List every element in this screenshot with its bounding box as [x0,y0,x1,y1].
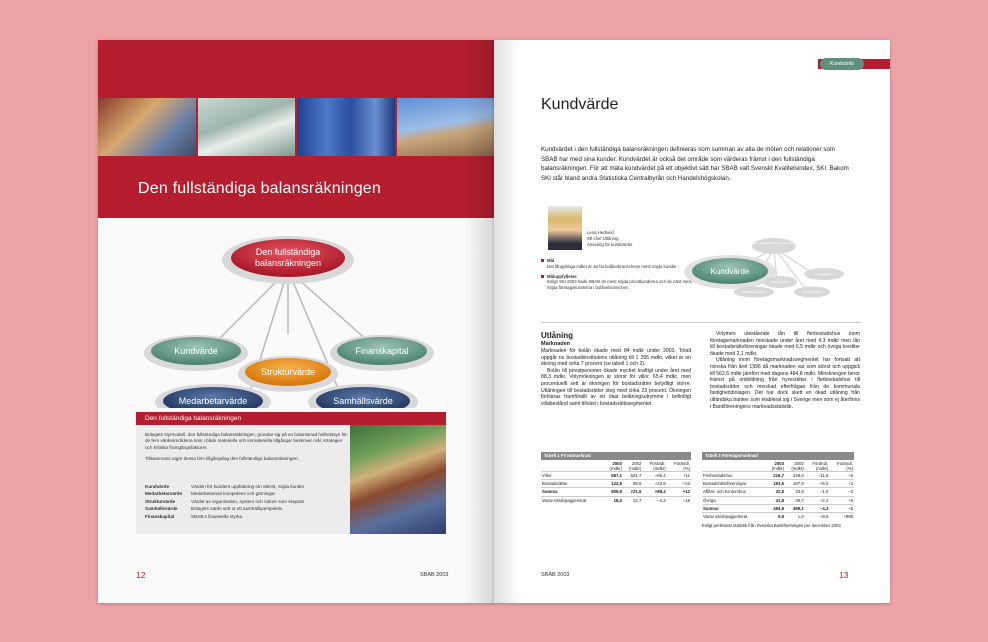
left-page [98,40,494,603]
table-cell: 809,9 [611,489,622,495]
table-row [702,504,854,512]
paragraph: Volymen utestående lån till flerbostadshus inom företagsmarknaden minskade under året med 4,3 mdkr men lån till bostadsrättsföreningar ökade med 6,5 mdkr och övriga krediter ökade med 2,1 mdkr. [710,331,860,357]
table-cell: –1,0 [819,489,829,495]
table-header-cell: Förändr. (%) [673,461,690,471]
table-row [702,488,854,496]
list-desc: Värden för kunders uppfattning om SBAB, nöjda kunder [191,484,305,489]
table-cell: –4,3 [819,505,829,511]
table-cell: 484,8 [773,505,785,511]
mini-balance-diagram [682,228,860,298]
table-row [702,513,854,521]
table-cell: +5 [848,497,853,503]
table-cell: Bostadsrätter [542,481,568,487]
list-term: Strukturvärde [145,498,176,504]
table-cell: +3 [848,481,853,487]
section-divider [541,322,861,323]
text-column-2 [710,331,860,410]
value-list [145,483,355,520]
data-table [541,460,691,504]
table-cell: Övriga [703,497,716,503]
table-cell: Bostadsrättsföreningar [703,481,747,487]
data-table [702,460,854,520]
table-header-cell: 2002 (mdkr) [628,461,642,471]
table-title: Tabell 2 Företagsmarknad [702,452,854,460]
table-header-cell [541,460,604,472]
right-page-title: Kundvärde [541,96,619,113]
list-item [541,274,701,291]
table-private-market [541,452,691,504]
table-cell: +890 [843,514,853,520]
info-box [136,412,446,534]
list-item [145,490,355,497]
portrait-caption [587,230,632,248]
mini-node-label: Samhällsvärde [802,290,822,294]
table-header-cell: 2003 (mdkr) [609,461,622,471]
mini-node-label: Medarbetarvärde [742,290,766,294]
list-term: Finanskapital [145,513,175,519]
table-cell: 33,8 [795,489,804,495]
table-row [541,472,691,480]
building-photo [297,98,395,156]
info-box-intro: Tillsammans utgör dessa fem tillgångslag den fullständiga balansräkningen. [145,456,299,462]
table-header-row [541,460,691,472]
text-column-1 [541,331,691,407]
man-with-house-photo [350,425,446,534]
footer-left: SBAB 2003 [420,572,449,578]
table-cell: 193,5 [773,481,785,487]
gutter-shadow-left [464,40,494,603]
table-header-cell: 2003 (mdkr) [771,461,785,471]
table-cell: Varav värdepapperisrat [542,497,587,503]
table-cell: +12 [682,489,690,495]
list-term: Medarbetarvärde [145,491,183,497]
list-term: Samhällsvärde [145,506,178,512]
paragraph: Utlåning inom företagsmarknadssegmentet har fortsatt att minska från året 1996 då marknaden var som störst och uppgick till 562,6 mdkr jämfört med dagens 484,8 mdkr. Minskningen beror främst på ombildning från hyresrätter i flerbostadshus till bostadsrätter och minskad efterfrågan från de kommunala fastighetsbolagen. Det har dock skett en ökad utlåning från utländska banker som etablerat sig i Sverige men som ej återfinns i Bankföreningens marknadsstatistik. [710,357,860,410]
table-cell: 99,9 [633,481,642,487]
table-cell: 9,9 [778,514,785,520]
gutter-shadow-right [494,40,520,603]
table-row [541,480,691,488]
list-desc: Värdet av organisation, system och rutiner som skapats [191,498,305,504]
page-number-right: 13 [839,570,849,580]
table-cell: +11 [683,473,690,478]
table-header-row [702,460,854,472]
goal-bullets [541,258,701,295]
bullet-square-icon [541,275,544,278]
table-cell: Summa [703,505,719,511]
table-row [702,496,854,504]
mini-node-label: Strukturvärde [770,280,790,284]
samhallsvarde-label: Samhällsvärde [333,396,393,406]
table-cell: 187,0 [792,481,804,487]
list-desc: Medarbetarnas kompetens och gärningar [191,491,276,497]
table-company-market [702,452,854,528]
table-row [702,480,854,488]
info-box-heading: Den fullständiga balansräkningen [136,412,446,425]
list-item [145,483,355,490]
left-page-title: Den fullständiga balansräkningen [138,180,382,197]
table-title: Tabell 1 Privatmarknad [541,452,691,460]
table-cell: 228,6 [792,473,804,478]
table-cell: –19 [682,497,690,503]
table-cell: +23 [682,481,690,487]
paragraph: Bolån till privatpersoner ökade mycket kraftigt under året med 88,3 mdkr. Volymökningen är störst för villor, 65,4 mdkr, men procentuellt sett är ökningen för bostadsrätter betydligt större. Utlåningen till bostadsrätter steg med cirka 23 procent. Ökningen förklaras framförallt av ett ökat belåningsutrymme i befintligt villabestånd samt tillväxt i bostadsrättssegmentet. [541,367,691,407]
list-term: Kundvärde [145,484,169,489]
center-node-line2: balansräkningen [254,258,322,268]
section-tab: Kundvärde [820,58,864,70]
calculator-photo [198,98,296,156]
balance-sheet-diagram [98,218,494,408]
person-role: Stf chef Utlåning [587,236,619,241]
table-header-cell [702,460,765,472]
mini-kundvarde-label: Kundvärde [710,267,750,276]
photo-strip [98,98,494,156]
table-cell: 687,1 [611,473,622,478]
footer-right: SBAB 2003 [541,572,570,578]
page-number-left: 12 [136,570,146,580]
table-cell: +6,5 [819,481,829,487]
table-header-cell: 2002 (mdkr) [791,461,804,471]
table-cell: 489,1 [792,505,804,511]
table-cell: 122,8 [611,481,622,487]
table-cell: Villor [542,473,552,478]
table-header-cell: Förändr. (mdkr) [812,461,829,471]
table-cell: 41,8 [775,497,785,503]
table-row [541,496,691,504]
table-cell: 216,7 [773,473,785,478]
table-cell: –3 [848,489,853,495]
table-cell: 1,0 [797,514,804,520]
list-item [541,258,701,270]
list-desc: Bolagets värde sett ut ett samhällsperspektiv [191,506,283,512]
mini-node-label: Finanskapital [815,272,833,276]
list-item [145,505,355,512]
achievement-text: Enligt SKI 2003 hade SBAB de mest nöjda privatkunderna och de näst mest nöjda företagskunderna i bolånebranschen. [547,279,692,291]
table-cell: 18,4 [613,497,622,503]
table-cell: +8,9 [819,514,829,520]
kundvarde-label: Kundvärde [174,346,218,356]
table-cell: Varav värdepapperisrat [703,514,748,520]
table-cell: Summa [542,489,558,495]
table-cell: 39,7 [795,497,804,503]
table-cell: –5 [848,473,853,478]
table-cell: –4,3 [657,497,666,503]
intro-paragraph: Kundvärdet i den fullständiga balansräkningen definieras som summan av alla de möten och relationer som SBAB har med sina kunder. Kundvärdet är också det område som värderas främst i den fullständiga balansräkningen. För att mäta kundvärdet på ett objektivt sätt har SBAB valt Svenskt Kvalitetsindex, SKI. Bakom SKI står bland andra Statistiska Centralbyrån och Handelshögskolan. [541,146,849,182]
table-cell: Affärs- och kontorshus [703,489,746,495]
person-name: Lena Hedlund [587,230,614,235]
goal-text: Det långsiktiga målet är att ha bolånebranschens mest nöjda kunder. [547,263,678,269]
right-page [494,40,890,603]
info-box-paragraph: Bolagets styrmodell, den fullständiga balansräkningen, grundar sig på en balanserad helhetssyn för de fem värdeområdena som i både materiella och immateriella tillgångar beskriver mål, strategier och kritiska framgångsfaktorer. [145,432,347,450]
subsection-heading: Marknaden [541,341,571,347]
person-responsibility: Ansvarig för kundvärdet [587,242,633,247]
strukturvarde-label: Strukturvärde [260,367,316,377]
table-row [541,488,691,496]
table-cell: +2,1 [819,497,829,503]
finanskapital-label: Finanskapital [355,346,409,356]
achievement-label: Måluppfyllelse [547,273,577,279]
mini-center-label: Den fullständiga balansräkningen [751,241,797,245]
table-header-cell: Förändr. (%) [836,461,853,471]
table-cell: Flerbostadshus [703,473,733,478]
center-node-line1: Den fullständiga [255,247,321,257]
table-cell: +88,3 [654,489,666,495]
table-note: Enligt preliminär statistik från Svenska Bankföreningen per december 2003 [702,523,841,529]
table-cell: 721,6 [630,489,642,495]
medarbetarvarde-label: Medarbetarvärde [178,396,248,406]
table-row [702,472,854,480]
list-item [145,513,355,520]
portrait-photo [548,206,582,250]
table-cell: –1 [848,505,853,511]
table-cell: +22,9 [654,481,666,487]
section-heading: Utlåning [541,331,573,340]
table-cell: 22,7 [633,497,642,503]
info-box-text [145,432,351,463]
table-cell: 621,7 [630,473,642,478]
paragraph: Marknaden för bolån ökade med 84 mdkr under 2003. Totalt uppgår nu bostadsinstitutens utlåning till 1 295 mdkr, vilket är en ökning med cirka 7 procent (se tabell 1 och 2). [541,348,691,368]
table-cell: –11,9 [817,473,829,478]
house-photo [98,98,196,156]
goal-label: Mål [547,258,555,263]
table-header-cell: Förändr. (mdkr) [649,461,666,471]
table-cell: +65,4 [654,473,666,478]
list-item [145,498,355,505]
bullet-square-icon [541,259,544,262]
table-cell: 32,8 [775,489,785,495]
list-desc: SBAB:s finansiella styrka [191,513,243,519]
